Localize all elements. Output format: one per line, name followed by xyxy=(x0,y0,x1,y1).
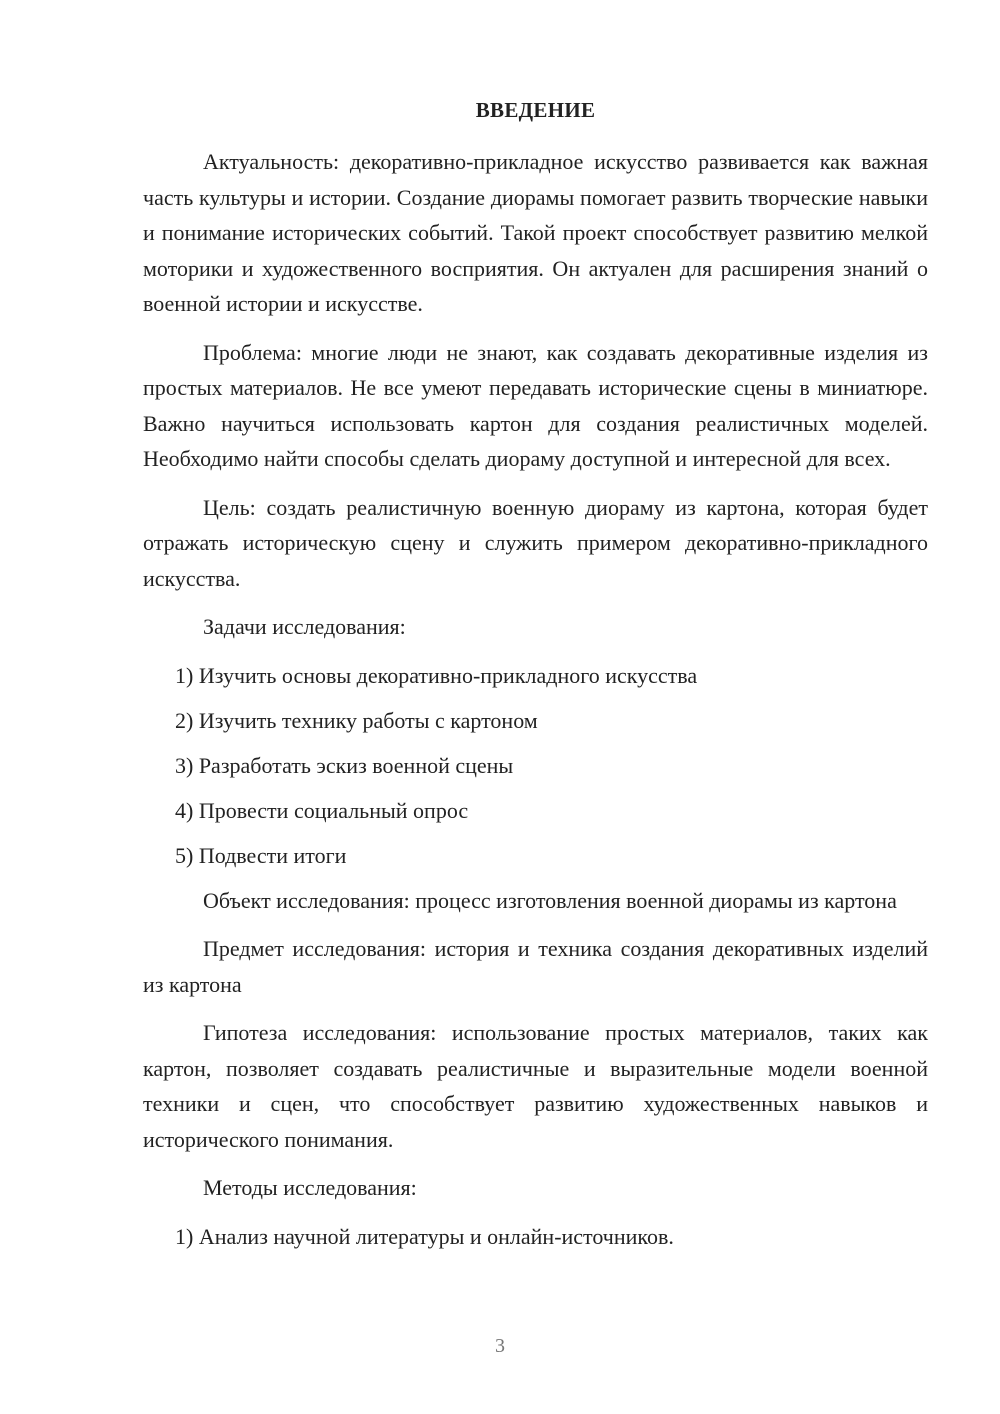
problem-paragraph: Проблема: многие люди не знают, как создавать декоративные изделия из простых материалов. Не все умеют передавать исторические сцены в миниатюре. Важно научиться использовать картон для создания реалистичных моделей. Необходимо найти способы сделать диораму доступной и интересной для всех. xyxy=(143,339,928,471)
method-item: 1) Анализ научной литературы и онлайн-источников. xyxy=(175,1223,674,1249)
document-page xyxy=(143,92,928,1264)
task-item: 3) Разработать эскиз военной сцены xyxy=(175,752,514,778)
hypothesis-paragraph: Гипотеза исследования: использование простых материалов, таких как картон, позволяет создавать реалистичные и выразительные модели военной техники и сцен, что способствует развитию художественных навыков и исторического понимания. xyxy=(143,1020,928,1152)
object-paragraph: Объект исследования: процесс изготовления военной диорамы из картона xyxy=(203,887,897,913)
task-item: 2) Изучить технику работы с картоном xyxy=(175,707,538,733)
task-item: 5) Подвести итоги xyxy=(175,842,347,868)
page-title: ВВЕДЕНИЕ xyxy=(475,98,596,122)
relevance-paragraph: Актуальность: декоративно-прикладное искусство развивается как важная часть культуры и истории. Создание диорамы помогает развить творческие навыки и понимание исторических событий. Такой проект способствует развитию мелкой моторики и художественного восприятия. Он актуален для расширения знаний о военной истории и искусстве. xyxy=(143,149,928,316)
goal-paragraph: Цель: создать реалистичную военную диораму из картона, которая будет отражать историческую сцену и служить примером декоративно-прикладного искусства. xyxy=(143,494,928,591)
page-number: 3 xyxy=(495,1335,505,1357)
task-item: 4) Провести социальный опрос xyxy=(175,797,469,823)
task-item: 1) Изучить основы декоративно-прикладного искусства xyxy=(175,662,698,688)
tasks-heading: Задачи исследования: xyxy=(203,614,406,639)
methods-list xyxy=(143,1219,928,1255)
subject-paragraph: Предмет исследования: история и техника создания декоративных изделий из картона xyxy=(143,936,928,997)
methods-heading: Методы исследования: xyxy=(203,1175,417,1200)
tasks-list xyxy=(143,658,928,874)
